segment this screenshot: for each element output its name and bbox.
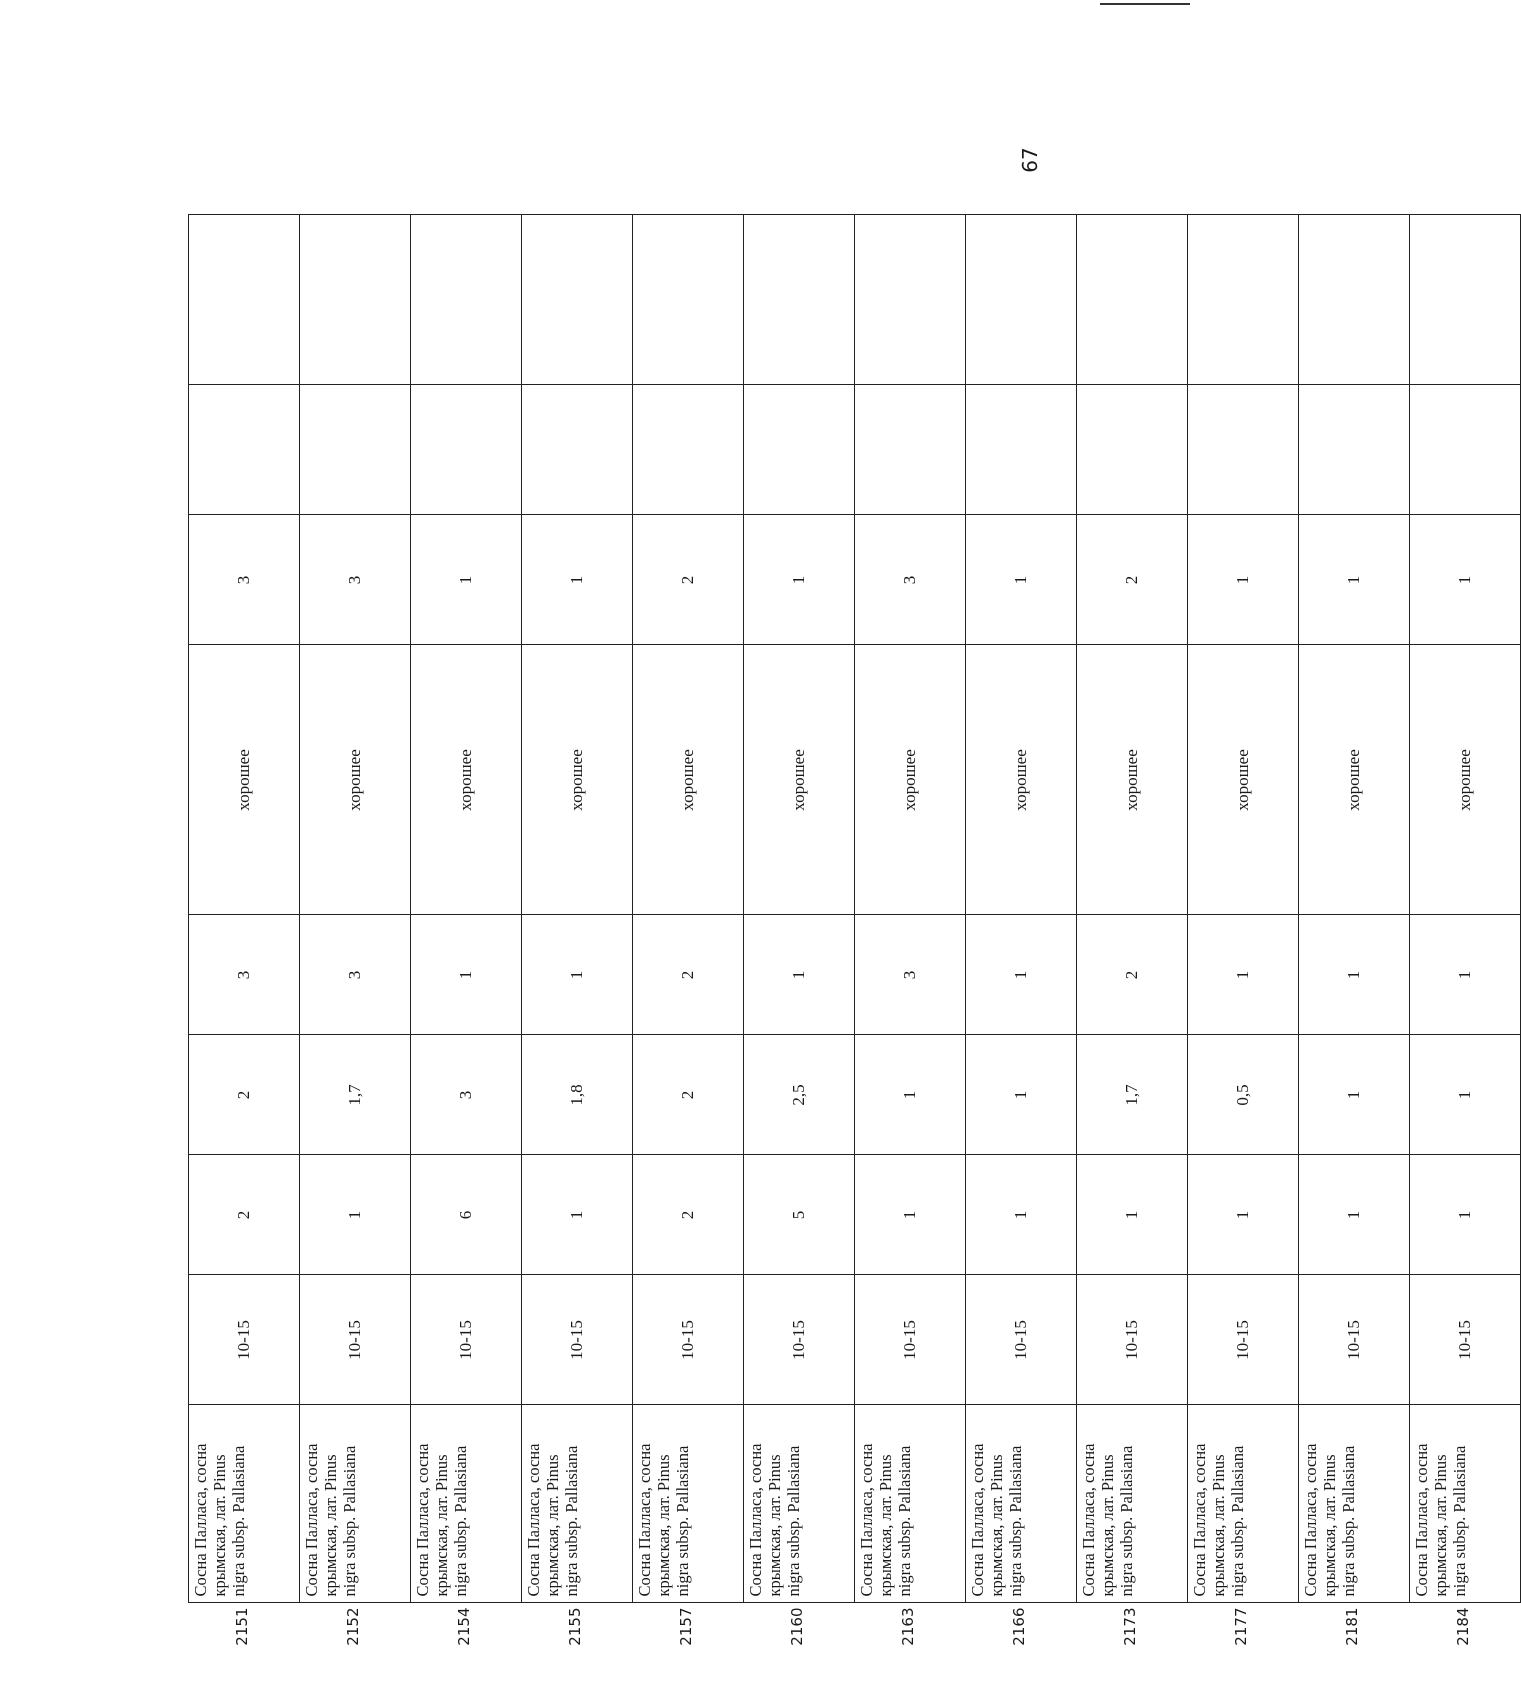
empty-cell [300, 215, 411, 385]
condition-cell: хорошее [411, 645, 522, 915]
condition-cell: хорошее [1188, 645, 1299, 915]
trunk-count-cell: 1 [300, 1155, 411, 1275]
empty-cell [744, 385, 855, 515]
species-line: nigra subsp. Pallasiana [1450, 1445, 1469, 1597]
empty-cell [411, 215, 522, 385]
age-cell: 10-15 [966, 1275, 1077, 1405]
table-row [300, 215, 411, 1665]
quantity-cell: 1 [1410, 515, 1521, 645]
species-line: nigra subsp. Pallasiana [1006, 1445, 1025, 1597]
height-cell: 2,5 [744, 1035, 855, 1155]
species-cell [855, 1405, 966, 1603]
species-cell [411, 1405, 522, 1603]
age-cell: 10-15 [1410, 1275, 1521, 1405]
trunk-count-cell: 1 [966, 1155, 1077, 1275]
tree-number-cell: 2163 [855, 1603, 966, 1665]
species-cell [1299, 1405, 1410, 1603]
height-cell: 1 [855, 1035, 966, 1155]
empty-cell [744, 215, 855, 385]
trunk-count-cell: 6 [411, 1155, 522, 1275]
species-line: Сосна Палласа, сосна [1079, 1443, 1098, 1597]
species-line: Сосна Палласа, сосна [302, 1443, 321, 1597]
age-cell: 10-15 [855, 1275, 966, 1405]
quantity-cell: 1 [1188, 515, 1299, 645]
empty-cell [1188, 215, 1299, 385]
species-line: крымская, лат. Pinus [654, 1454, 673, 1597]
table-row [189, 215, 300, 1665]
age-cell: 10-15 [411, 1275, 522, 1405]
quantity-cell: 2 [1077, 515, 1188, 645]
species-line: крымская, лат. Pinus [321, 1454, 340, 1597]
empty-cell [1410, 215, 1521, 385]
condition-cell: хорошее [189, 645, 300, 915]
page-number: 67 [1018, 147, 1042, 173]
crown-cell: 1 [1410, 915, 1521, 1035]
species-cell [1188, 1405, 1299, 1603]
species-line: Сосна Палласа, сосна [1190, 1443, 1209, 1597]
species-line: Сосна Палласа, сосна [1301, 1443, 1320, 1597]
species-cell [189, 1405, 300, 1603]
trunk-count-cell: 1 [1410, 1155, 1521, 1275]
crown-cell: 1 [966, 915, 1077, 1035]
table-body [189, 215, 1521, 1665]
condition-cell: хорошее [744, 645, 855, 915]
species-line: крымская, лат. Pinus [765, 1454, 784, 1597]
age-cell: 10-15 [300, 1275, 411, 1405]
quantity-cell: 1 [1299, 515, 1410, 645]
species-line: Сосна Палласа, сосна [857, 1443, 876, 1597]
tree-number-cell: 2151 [189, 1603, 300, 1665]
species-line: nigra subsp. Pallasiana [229, 1445, 248, 1597]
species-line: nigra subsp. Pallasiana [451, 1445, 470, 1597]
species-cell [966, 1405, 1077, 1603]
crown-cell: 2 [633, 915, 744, 1035]
age-cell: 10-15 [633, 1275, 744, 1405]
condition-cell: хорошее [1299, 645, 1410, 915]
age-cell: 10-15 [1299, 1275, 1410, 1405]
empty-cell [1299, 385, 1410, 515]
species-line: крымская, лат. Pinus [543, 1454, 562, 1597]
height-cell: 1 [1410, 1035, 1521, 1155]
species-line: крымская, лат. Pinus [987, 1454, 1006, 1597]
species-cell [744, 1405, 855, 1603]
quantity-cell: 1 [522, 515, 633, 645]
trunk-count-cell: 1 [1299, 1155, 1410, 1275]
table-row [411, 215, 522, 1665]
crown-cell: 1 [744, 915, 855, 1035]
trunk-count-cell: 2 [633, 1155, 744, 1275]
quantity-cell: 3 [300, 515, 411, 645]
crown-cell: 3 [300, 915, 411, 1035]
condition-cell: хорошее [300, 645, 411, 915]
empty-cell [1299, 215, 1410, 385]
tree-number-cell: 2160 [744, 1603, 855, 1665]
species-line: nigra subsp. Pallasiana [562, 1445, 581, 1597]
species-line: Сосна Палласа, сосна [746, 1443, 765, 1597]
table-row [1188, 215, 1299, 1665]
species-line: крымская, лат. Pinus [876, 1454, 895, 1597]
empty-cell [411, 385, 522, 515]
quantity-cell: 3 [189, 515, 300, 645]
species-cell [300, 1405, 411, 1603]
tree-number-cell: 2173 [1077, 1603, 1188, 1665]
condition-cell: хорошее [1410, 645, 1521, 915]
empty-cell [633, 215, 744, 385]
height-cell: 0,5 [1188, 1035, 1299, 1155]
age-cell: 10-15 [744, 1275, 855, 1405]
empty-cell [855, 215, 966, 385]
crown-cell: 2 [1077, 915, 1188, 1035]
species-line: Сосна Палласа, сосна [524, 1443, 543, 1597]
empty-cell [966, 215, 1077, 385]
species-line: Сосна Палласа, сосна [413, 1443, 432, 1597]
quantity-cell: 2 [633, 515, 744, 645]
species-cell [522, 1405, 633, 1603]
age-cell: 10-15 [522, 1275, 633, 1405]
tree-number-cell: 2155 [522, 1603, 633, 1665]
age-cell: 10-15 [189, 1275, 300, 1405]
trunk-count-cell: 2 [189, 1155, 300, 1275]
tree-number-cell: 2166 [966, 1603, 1077, 1665]
height-cell: 1 [1299, 1035, 1410, 1155]
age-cell: 10-15 [1188, 1275, 1299, 1405]
tree-inventory-table [188, 215, 1521, 1666]
height-cell: 1,8 [522, 1035, 633, 1155]
condition-cell: хорошее [855, 645, 966, 915]
trunk-count-cell: 1 [522, 1155, 633, 1275]
empty-cell [189, 385, 300, 515]
quantity-cell: 3 [855, 515, 966, 645]
crown-cell: 3 [189, 915, 300, 1035]
species-line: крымская, лат. Pinus [432, 1454, 451, 1597]
species-line: крымская, лат. Pinus [1209, 1454, 1228, 1597]
empty-cell [300, 385, 411, 515]
condition-cell: хорошее [1077, 645, 1188, 915]
species-line: nigra subsp. Pallasiana [895, 1445, 914, 1597]
quantity-cell: 1 [966, 515, 1077, 645]
species-line: Сосна Палласа, сосна [1412, 1443, 1431, 1597]
empty-cell [522, 385, 633, 515]
table-row [522, 215, 633, 1665]
condition-cell: хорошее [966, 645, 1077, 915]
height-cell: 1 [966, 1035, 1077, 1155]
height-cell: 1,7 [300, 1035, 411, 1155]
species-line: nigra subsp. Pallasiana [1228, 1445, 1247, 1597]
species-line: nigra subsp. Pallasiana [1117, 1445, 1136, 1597]
condition-cell: хорошее [633, 645, 744, 915]
species-line: nigra subsp. Pallasiana [784, 1445, 803, 1597]
tree-number-cell: 2157 [633, 1603, 744, 1665]
table-wrapper [188, 215, 1474, 1665]
height-cell: 3 [411, 1035, 522, 1155]
empty-cell [189, 215, 300, 385]
species-cell [1410, 1405, 1521, 1603]
quantity-cell: 1 [411, 515, 522, 645]
table-row [1077, 215, 1188, 1665]
species-line: nigra subsp. Pallasiana [673, 1445, 692, 1597]
condition-cell: хорошее [522, 645, 633, 915]
trunk-count-cell: 1 [1188, 1155, 1299, 1275]
tree-number-cell: 2181 [1299, 1603, 1410, 1665]
tree-number-cell: 2154 [411, 1603, 522, 1665]
table-row [633, 215, 744, 1665]
species-cell [1077, 1405, 1188, 1603]
height-cell: 1,7 [1077, 1035, 1188, 1155]
trunk-count-cell: 5 [744, 1155, 855, 1275]
table-row [1410, 215, 1521, 1665]
species-line: крымская, лат. Pinus [1098, 1454, 1117, 1597]
table-row [855, 215, 966, 1665]
crown-cell: 1 [411, 915, 522, 1035]
trunk-count-cell: 1 [1077, 1155, 1188, 1275]
tree-number-cell: 2177 [1188, 1603, 1299, 1665]
species-line: крымская, лат. Pinus [1431, 1454, 1450, 1597]
table-row [966, 215, 1077, 1665]
empty-cell [855, 385, 966, 515]
species-line: Сосна Палласа, сосна [191, 1443, 210, 1597]
crown-cell: 1 [1188, 915, 1299, 1035]
age-cell: 10-15 [1077, 1275, 1188, 1405]
height-cell: 2 [189, 1035, 300, 1155]
species-line: крымская, лат. Pinus [210, 1454, 229, 1597]
crown-cell: 1 [1299, 915, 1410, 1035]
empty-cell [522, 215, 633, 385]
species-line: Сосна Палласа, сосна [635, 1443, 654, 1597]
empty-cell [1077, 385, 1188, 515]
crown-cell: 3 [855, 915, 966, 1035]
empty-cell [1410, 385, 1521, 515]
top-rule [1100, 3, 1190, 5]
tree-number-cell: 2184 [1410, 1603, 1521, 1665]
species-cell [633, 1405, 744, 1603]
table-row [744, 215, 855, 1665]
species-line: nigra subsp. Pallasiana [340, 1445, 359, 1597]
crown-cell: 1 [522, 915, 633, 1035]
empty-cell [1077, 215, 1188, 385]
species-line: nigra subsp. Pallasiana [1339, 1445, 1358, 1597]
species-line: Сосна Палласа, сосна [968, 1443, 987, 1597]
trunk-count-cell: 1 [855, 1155, 966, 1275]
table-row [1299, 215, 1410, 1665]
height-cell: 2 [633, 1035, 744, 1155]
tree-number-cell: 2152 [300, 1603, 411, 1665]
species-line: крымская, лат. Pinus [1320, 1454, 1339, 1597]
quantity-cell: 1 [744, 515, 855, 645]
empty-cell [633, 385, 744, 515]
empty-cell [1188, 385, 1299, 515]
empty-cell [966, 385, 1077, 515]
